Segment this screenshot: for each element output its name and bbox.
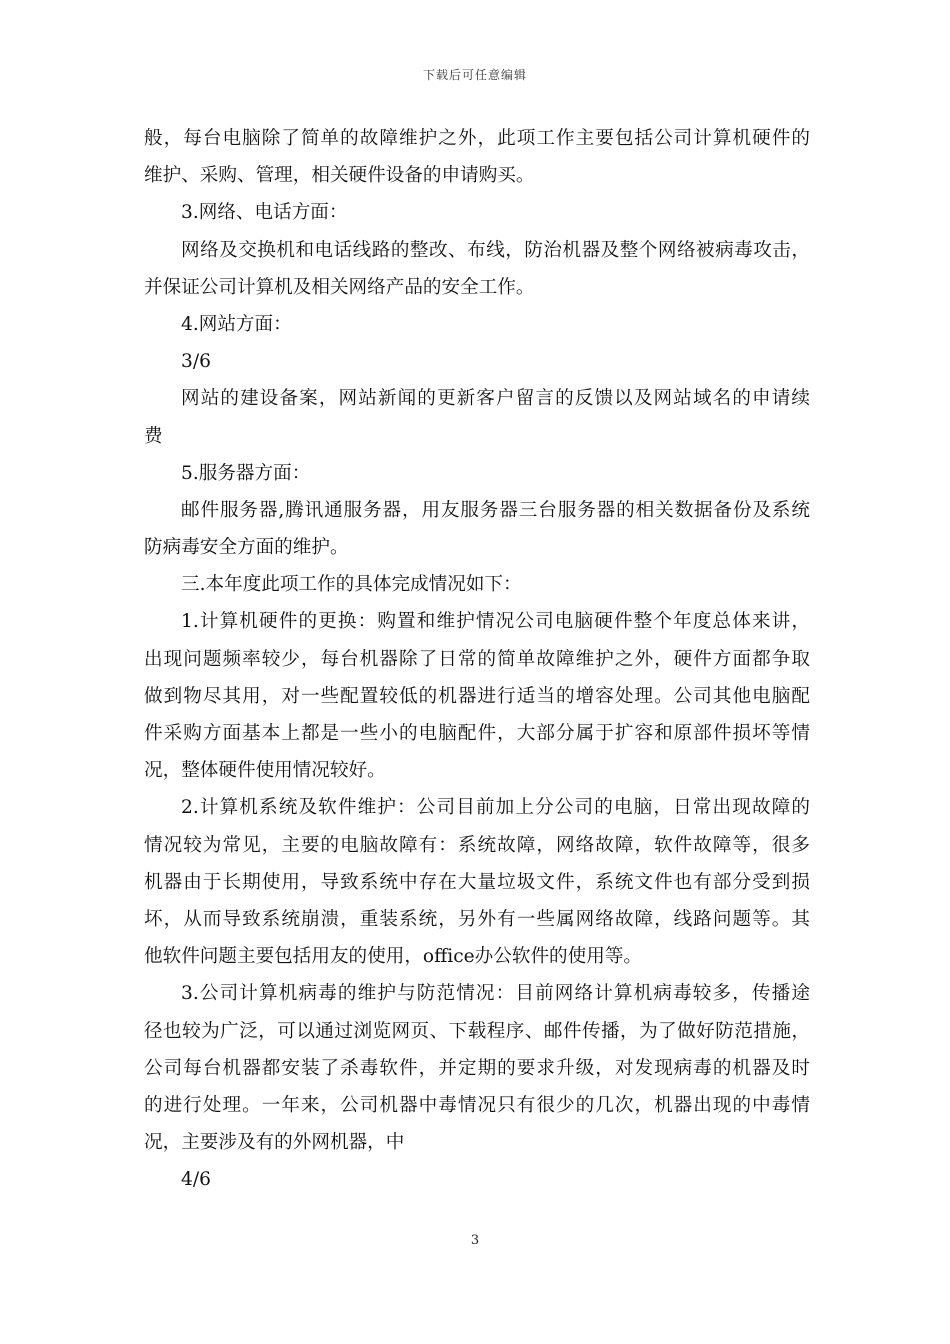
page-marker: 4/6 (181, 1169, 211, 1191)
text-line: 维护、采购、管理，相关硬件设备的申请购买。 (144, 165, 535, 187)
text-line: 况，整体硬件使用情况较好。 (144, 760, 386, 782)
text-line: 情况较为常见，主要的电脑故障有：系统故障，网络故障，软件故障等，很多 (144, 834, 810, 856)
text-line: 做到物尽其用，对一些配置较低的机器进行适当的增容处理。公司其他电脑配 (144, 685, 810, 707)
text-line: 机器由于长期使用，导致系统中存在大量垃圾文件，系统文件也有部分受到损 (144, 871, 810, 893)
text-line: 他软件问题主要包括用友的使用，office办公软件的使用等。 (144, 946, 643, 968)
text-line: 1.计算机硬件的更换：购置和维护情况公司电脑硬件整个年度总体来讲， (181, 611, 810, 633)
section-heading: 3.网络、电话方面： (181, 202, 348, 224)
text-line: 2.计算机系统及软件维护：公司目前加上分公司的电脑，日常出现故障的 (181, 797, 810, 819)
text-line: 径也较为广泛，可以通过浏览网页、下载程序、邮件传播，为了做好防范措施， (144, 1020, 810, 1042)
section-heading: 5.服务器方面： (181, 462, 311, 484)
text-line: 的进行处理。一年来，公司机器中毒情况只有很少的几次，机器出现的中毒情 (144, 1094, 810, 1116)
text-line: 防病毒安全方面的维护。 (144, 537, 349, 559)
text-line: 出现问题频率较少，每台机器除了日常的简单故障维护之外，硬件方面都争取 (144, 648, 810, 670)
text-line: 坏，从而导致系统崩溃，重装系统，另外有一些属网络故障，线路问题等。其 (144, 908, 810, 930)
page-marker: 3/6 (181, 351, 211, 373)
text-line: 网站的建设备案，网站新闻的更新客户留言的反馈以及网站域名的申请续 (181, 388, 810, 410)
section-heading: 三.本年度此项工作的具体完成情况如下： (181, 574, 522, 596)
page-header: 下载后可任意编辑 (422, 68, 527, 82)
text-line: 3.公司计算机病毒的维护与防范情况：目前网络计算机病毒较多，传播途 (181, 983, 810, 1005)
text-line: 网络及交换机和电话线路的整改、布线，防治机器及整个网络被病毒攻击， (181, 239, 810, 261)
text-line: 邮件服务器,腾讯通服务器，用友服务器三台服务器的相关数据备份及系统 (181, 499, 810, 521)
text-line: 般，每台电脑除了简单的故障维护之外，此项工作主要包括公司计算机硬件的 (144, 128, 810, 149)
section-heading: 4.网站方面： (181, 313, 292, 335)
document-body (144, 120, 810, 1198)
text-line: 件采购方面基本上都是一些小的电脑配件，大部分属于扩容和原部件损坏等情 (144, 723, 810, 744)
text-line: 况，主要涉及有的外网机器，中 (144, 1132, 405, 1154)
text-line: 并保证公司计算机及相关网络产品的安全工作。 (144, 276, 535, 298)
text-line: 公司每台机器都安装了杀毒软件，并定期的要求升级，对发现病毒的机器及时 (144, 1057, 810, 1079)
text-line: 费 (144, 425, 163, 447)
page-number: 3 (470, 1233, 480, 1248)
